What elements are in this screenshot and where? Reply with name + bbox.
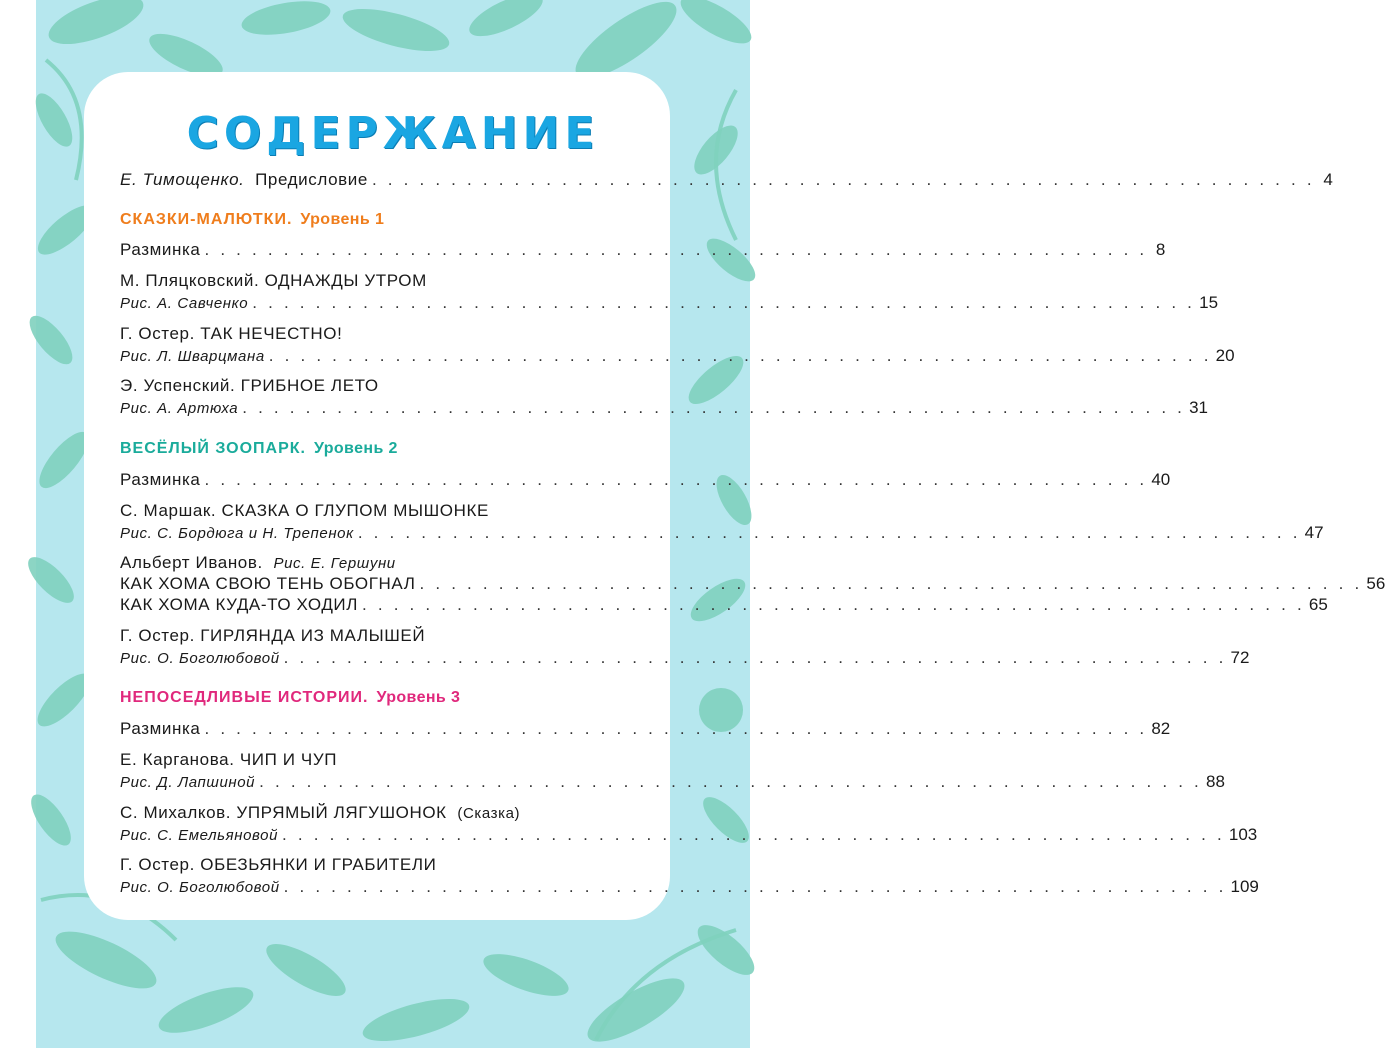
entry-title: Е. Карганова. ЧИП И ЧУП <box>120 750 338 769</box>
toc-entry-illustrator[interactable] <box>120 523 1324 547</box>
page-number: 15 <box>1199 293 1219 312</box>
page-number: 103 <box>1228 825 1258 844</box>
entry-title: Разминка <box>120 470 201 489</box>
entry-note: (Сказка) <box>457 805 521 822</box>
toc-entry-warmup-2[interactable] <box>120 470 1171 494</box>
entry-title: Г. Остер. ГИРЛЯНДА ИЗ МАЛЫШЕЙ <box>120 626 426 645</box>
entry-title: Г. Остер. ОБЕЗЬЯНКИ И ГРАБИТЕЛИ <box>120 855 437 874</box>
page-number: 31 <box>1189 398 1209 417</box>
toc-entry-illustrator[interactable] <box>120 346 1235 370</box>
entry-title: КАК ХОМА СВОЮ ТЕНЬ ОБОГНАЛ <box>120 574 416 593</box>
entry-illustrator: Рис. О. Боголюбовой <box>120 650 280 667</box>
page-number: 56 <box>1366 574 1385 593</box>
leader-dots: . . . . . . . . . . . . . . . . . . . . . . . . . . . . . . . . . . . . . . . . . . . . . . . . . . . . . . . . . . . . <box>252 293 1196 312</box>
entry-author: Альберт Иванов. <box>120 553 263 572</box>
leader-dots: . . . . . . . . . . . . . . . . . . . . . . . . . . . . . . . . . . . . . . . . . . . . . . . . . . . . . . . . . . . . <box>259 772 1202 791</box>
entry-title: Г. Остер. ТАК НЕЧЕСТНО! <box>120 324 343 343</box>
page-number: 20 <box>1215 346 1235 365</box>
toc-entry-illustrator[interactable] <box>120 293 1219 317</box>
toc-entry-illustrator[interactable] <box>120 877 1259 901</box>
preface-author: Е. Тимощенко. <box>120 170 245 189</box>
toc-entry-illustrator[interactable] <box>120 398 1209 422</box>
section-heading-3 <box>120 689 634 713</box>
leader-dots: . . . . . . . . . . . . . . . . . . . . . . . . . . . . . . . . . . . . . . . . . . . . . . . . . . . . . . . . . . . . <box>204 470 1148 489</box>
toc-entry-warmup-3[interactable] <box>120 719 1171 743</box>
leader-dots: . . . . . . . . . . . . . . . . . . . . . . . . . . . . . . . . . . . . . . . . . . . . . . . . . . . . . . . . . . . . <box>268 346 1212 365</box>
toc-entry-title[interactable] <box>120 803 634 827</box>
preface-title: Предисловие <box>255 170 368 189</box>
toc-entry-illustrator[interactable] <box>120 772 1225 796</box>
section-level: Уровень 1 <box>300 211 385 228</box>
entry-title: С. Михалков. УПРЯМЫЙ ЛЯГУШОНОК <box>120 803 447 822</box>
leader-dots: . . . . . . . . . . . . . . . . . . . . . . . . . . . . . . . . . . . . . . . . . . . . . . . . . . . . . . . . . . . . <box>362 595 1305 614</box>
page-title: СОДЕРЖАНИЕ <box>186 108 600 159</box>
page-number: 47 <box>1304 523 1324 542</box>
page-number: 72 <box>1230 648 1250 667</box>
leader-dots: . . . . . . . . . . . . . . . . . . . . . . . . . . . . . . . . . . . . . . . . . . . . . . . . . . . . . . . . . . . . <box>419 574 1363 593</box>
entry-title: Разминка <box>120 719 201 738</box>
toc-entry-warmup-1[interactable] <box>120 240 1166 264</box>
entry-title: М. Пляцковский. ОДНАЖДЫ УТРОМ <box>120 271 427 290</box>
leader-dots: . . . . . . . . . . . . . . . . . . . . . . . . . . . . . . . . . . . . . . . . . . . . . . . . . . . . . . . . . . . . <box>371 170 1315 189</box>
entry-title: КАК ХОМА КУДА-ТО ХОДИЛ <box>120 595 359 614</box>
leader-dots: . . . . . . . . . . . . . . . . . . . . . . . . . . . . . . . . . . . . . . . . . . . . . . . . . . . . . . . . . . . . <box>204 719 1148 738</box>
toc-entry-illustrator[interactable] <box>120 825 1258 849</box>
page-number: 8 <box>1155 240 1166 259</box>
section-name: НЕПОСЕДЛИВЫЕ ИСТОРИИ. <box>120 689 369 706</box>
entry-illustrator: Рис. Д. Лапшиной <box>120 774 256 791</box>
page-number: 88 <box>1205 772 1225 791</box>
toc-entry-story[interactable] <box>120 595 1328 619</box>
section-name: СКАЗКИ-МАЛЮТКИ. <box>120 211 293 228</box>
page-number: 40 <box>1151 470 1171 489</box>
section-level: Уровень 2 <box>313 440 398 457</box>
toc-entry-illustrator[interactable] <box>120 648 1250 672</box>
leader-dots: . . . . . . . . . . . . . . . . . . . . . . . . . . . . . . . . . . . . . . . . . . . . . . . . . . . . . . . . . . . . <box>283 877 1227 896</box>
entry-title: Разминка <box>120 240 201 259</box>
section-heading-1 <box>120 211 634 235</box>
entry-illustrator: Рис. А. Артюха <box>120 400 239 417</box>
leader-dots: . . . . . . . . . . . . . . . . . . . . . . . . . . . . . . . . . . . . . . . . . . . . . . . . . . . . . . . . . . . . <box>283 648 1227 667</box>
page-number: 65 <box>1308 595 1328 614</box>
leader-dots: . . . . . . . . . . . . . . . . . . . . . . . . . . . . . . . . . . . . . . . . . . . . . . . . . . . . . . . . . . . . <box>242 398 1186 417</box>
section-heading-2 <box>120 440 634 464</box>
toc-entry-title[interactable] <box>120 376 634 400</box>
entry-illustrator: Рис. Е. Гершуни <box>273 555 396 572</box>
page-number: 4 <box>1323 170 1333 189</box>
toc-entry-title[interactable] <box>120 855 634 879</box>
toc-entry-title[interactable] <box>120 750 634 774</box>
section-level: Уровень 3 <box>376 689 461 706</box>
entry-illustrator: Рис. Л. Шварцмана <box>120 348 265 365</box>
leader-dots: . . . . . . . . . . . . . . . . . . . . . . . . . . . . . . . . . . . . . . . . . . . . . . . . . . . . . . . . . . . . <box>282 825 1225 844</box>
leader-dots: . . . . . . . . . . . . . . . . . . . . . . . . . . . . . . . . . . . . . . . . . . . . . . . . . . . . . . . . . . . . <box>357 523 1301 542</box>
toc-entry-title[interactable] <box>120 501 634 525</box>
toc-entry-title[interactable] <box>120 324 634 348</box>
entry-illustrator: Рис. А. Савченко <box>120 295 249 312</box>
page-number: 109 <box>1230 877 1259 896</box>
toc-entry-title[interactable] <box>120 626 634 650</box>
entry-illustrator: Рис. С. Емельяновой <box>120 827 279 844</box>
toc-entry-title[interactable] <box>120 271 634 295</box>
entry-illustrator: Рис. С. Бордюга и Н. Трепенок <box>120 525 354 542</box>
entry-illustrator: Рис. О. Боголюбовой <box>120 879 280 896</box>
page-number: 82 <box>1151 719 1171 738</box>
entry-title: С. Маршак. СКАЗКА О ГЛУПОМ МЫШОНКЕ <box>120 501 489 520</box>
entry-title: Э. Успенский. ГРИБНОЕ ЛЕТО <box>120 376 379 395</box>
section-name: ВЕСЁЛЫЙ ЗООПАРК. <box>120 440 306 457</box>
leader-dots: . . . . . . . . . . . . . . . . . . . . . . . . . . . . . . . . . . . . . . . . . . . . . . . . . . . . . . . . . . . . <box>204 240 1148 259</box>
toc-entry-preface[interactable] <box>120 170 1333 194</box>
